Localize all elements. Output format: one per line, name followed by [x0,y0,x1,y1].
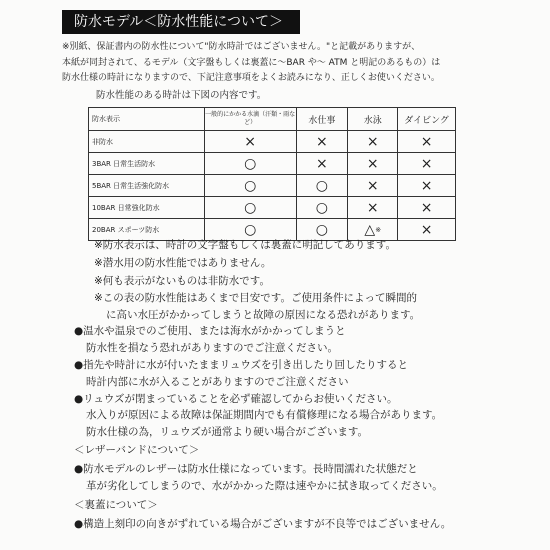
table-cell: ○ [204,197,296,219]
table-header: ダイビング [398,108,456,131]
leather-line: ●防水モデルのレザーは防水仕様になっています。長時間濡れた状態だと [74,463,418,475]
table-header-row [89,108,456,131]
table-cell: × [348,175,398,197]
table-cell: × [296,131,348,153]
table-cell: ○ [296,219,348,241]
note-line: ●温水や温泉でのご使用、または海水がかかってしまうと [74,325,346,337]
intro-line-2: 本紙が同封されて、るモデル（文字盤もしくは裏蓋に～BAR や～ ATM と明記のあるもの）は [62,58,441,68]
page-title: 防水モデル＜防水性能について＞ [62,10,300,34]
note-line: 防水仕様の為，リュウズが通常より硬い場合がございます。 [86,426,369,438]
table-row [89,131,456,153]
row-label: 20BAR スポーツ防水 [89,219,205,241]
table-cell: × [398,197,456,219]
table-cell: ○ [204,175,296,197]
table-cell: × [398,175,456,197]
row-label: 3BAR 日常生活防水 [89,153,205,175]
note-line: ※この表の防水性能はあくまで目安です。ご使用条件によって瞬間的 [94,292,417,304]
table-header: 水仕事 [296,108,348,131]
note-line: ※防水表示は、時計の文字盤もしくは裏蓋に明記してあります。 [94,239,396,251]
table-cell: × [398,131,456,153]
table-cell: ○ [296,175,348,197]
table-cell: × [204,131,296,153]
note-line: ※潜水用の防水性能ではありません。 [94,257,272,269]
leather-line: 革が劣化してしまうので、水がかかった際は速やかに拭き取ってください。 [86,480,443,492]
intro-line-1: ※別紙、保証書内の防水性について"防水時計ではございません。"と記載がありますが、 [62,42,421,52]
note-line: 時計内部に水が入ることがありますのでご注意ください [86,376,349,388]
intro-line-3: 防水仕様の時計になりますので、下記注意事項をよくお読みになり、正しくお使いください。 [62,73,440,83]
table-cell: × [398,219,456,241]
table-header: 一般的にかかる水滴（汗類・雨など） [204,108,296,131]
row-label: 5BAR 日常生活強化防水 [89,175,205,197]
note-mark: ※ [375,225,382,234]
note-line: ●リュウズが閉まっていることを必ず確認してからお使いください。 [74,393,398,405]
table-cell: ○ [204,219,296,241]
back-cover-line: ●構造上刻印の向きがずれている場合がございますが不良等ではございません。 [74,518,452,530]
table-cell: × [348,197,398,219]
table-header: 水泳 [348,108,398,131]
table-cell: ○ [296,197,348,219]
table-cell: × [348,153,398,175]
row-label: 非防水 [89,131,205,153]
row-label: 10BAR 日常強化防水 [89,197,205,219]
triangle-mark: △ [364,221,376,238]
table-cell: × [296,153,348,175]
table-row [89,153,456,175]
note-line: ●指先や時計に水が付いたままリュウズを引き出したり回したりすると [74,359,409,371]
leather-heading: ＜レザーバンドについて＞ [74,444,200,456]
table-cell: × [398,153,456,175]
note-line: 防水性を損なう恐れがありますのでご注意ください。 [86,342,338,354]
note-line: に高い水圧がかかってしまうと故障の原因になる恐れがあります。 [106,309,421,321]
table-row [89,197,456,219]
waterproof-table [88,107,456,241]
note-line: ※何も表示がないものは非防水です。 [94,275,270,287]
note-line: 水入りが原因による故障は保証期間内でも有償修理になる場合があります。 [86,409,443,421]
table-header: 防水表示 [89,108,205,131]
table-cell: × [348,131,398,153]
table-caption: 防水性能のある時計は下図の内容です。 [96,90,267,101]
table-row [89,175,456,197]
back-cover-heading: ＜裏蓋について＞ [74,499,158,511]
table-cell: ○ [204,153,296,175]
